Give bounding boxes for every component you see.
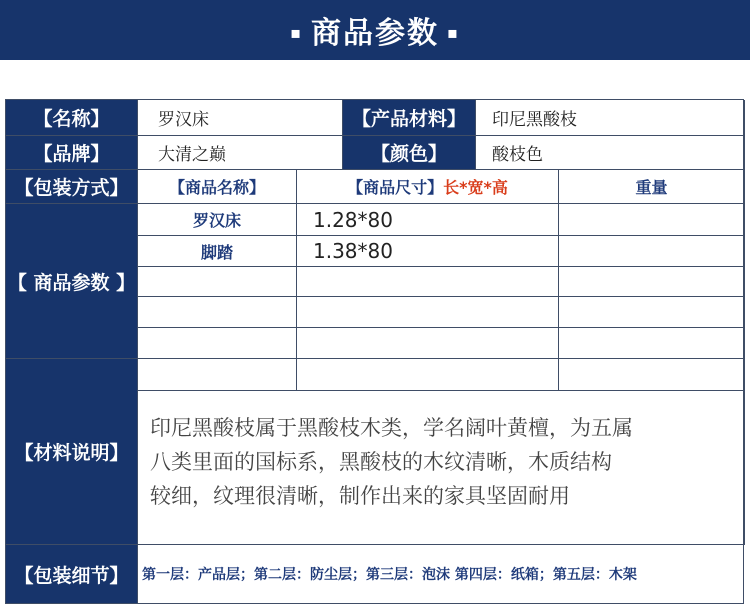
material-label: 【产品材料】 [343, 100, 476, 136]
param-row-5-name [138, 328, 297, 359]
col-header-size-suffix: 长*宽*高 [443, 178, 508, 197]
page-banner [0, 0, 750, 60]
col-header-weight: 重量 [559, 170, 745, 204]
name-label: 【名称】 [6, 100, 138, 136]
material-desc-label: 【材料说明】 [6, 359, 138, 545]
pack-detail-text: 第一层：产品层；第二层：防尘层；第三层：泡沫 第四层：纸箱；第五层：木架 [142, 567, 637, 583]
col-header-size-prefix: 【商品尺寸】 [347, 178, 444, 197]
material-value: 印尼黑酸枝 [476, 100, 745, 136]
color-label: 【颜色】 [343, 136, 476, 170]
param-row-3-size [297, 267, 559, 297]
params-label: 【 商品参数 】 [6, 204, 138, 359]
param-row-5-weight [559, 328, 745, 359]
brand-value: 大清之巅 [138, 136, 343, 170]
param-row-1-size: 1.28*80 [297, 204, 559, 236]
param-row-6-name [138, 359, 297, 391]
banner-left-mark: ▪ [290, 22, 303, 42]
param-row-3-weight [559, 267, 745, 297]
param-row-2-size: 1.38*80 [297, 236, 559, 267]
spec-table [5, 99, 744, 604]
name-value: 罗汉床 [138, 100, 343, 136]
banner-right-mark: ▪ [447, 22, 460, 42]
material-desc-line-3: 较细，纹理很清晰，制作出来的家具坚固耐用 [150, 484, 570, 508]
param-row-4-name [138, 297, 297, 328]
param-row-3-name [138, 267, 297, 297]
packaging-label: 【包装方式】 [6, 170, 138, 204]
color-value: 酸枝色 [476, 136, 745, 170]
col-header-size [297, 170, 559, 204]
param-row-2-name: 脚踏 [138, 236, 297, 267]
brand-label: 【品牌】 [6, 136, 138, 170]
param-row-1-name: 罗汉床 [138, 204, 297, 236]
param-row-2-weight [559, 236, 745, 267]
param-row-6-weight [559, 359, 745, 391]
material-desc-line-1: 印尼黑酸枝属于黑酸枝木类，学名阔叶黄檀，为五属 [150, 416, 633, 440]
param-row-6-size [297, 359, 559, 391]
page-title: 商品参数 [311, 16, 439, 51]
param-row-5-size [297, 328, 559, 359]
pack-detail-label: 【包装细节】 [6, 545, 138, 603]
param-row-4-weight [559, 297, 745, 328]
material-desc-line-2: 八类里面的国标系，黑酸枝的木纹清晰，木质结构 [150, 450, 612, 474]
param-row-1-weight [559, 204, 745, 236]
param-row-4-size [297, 297, 559, 328]
col-header-name: 【商品名称】 [138, 170, 297, 204]
material-desc-text [138, 391, 745, 545]
